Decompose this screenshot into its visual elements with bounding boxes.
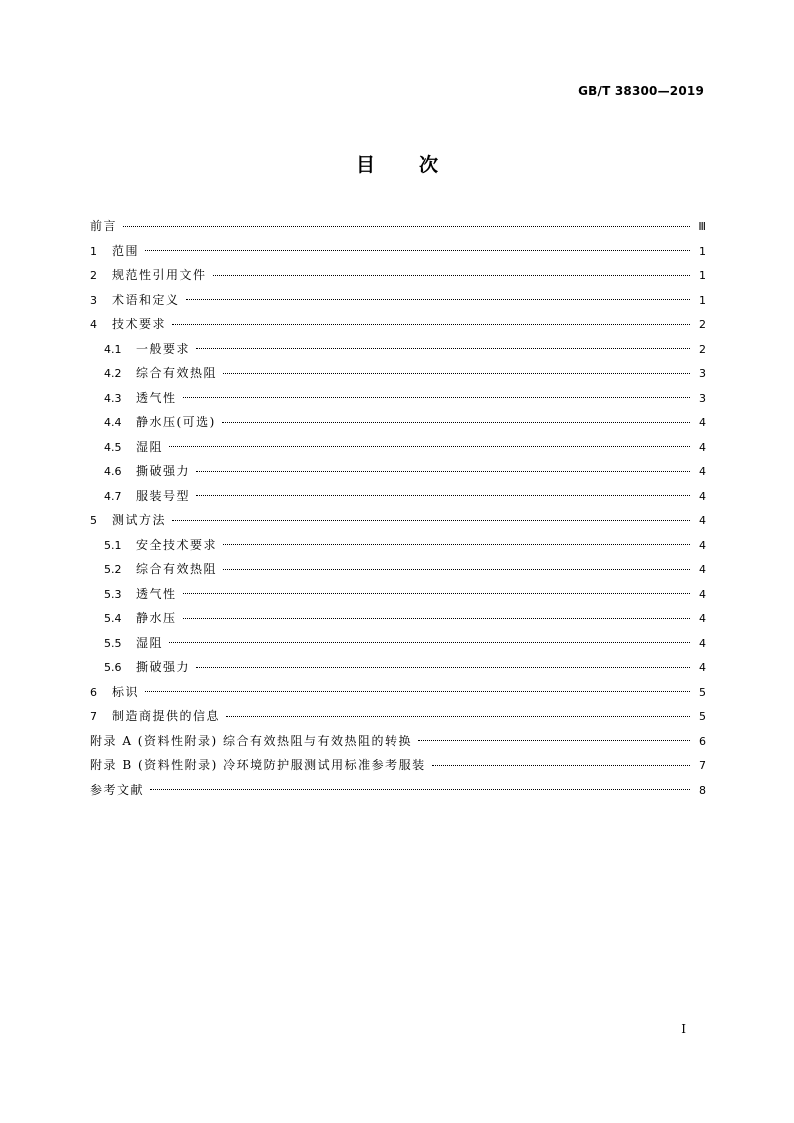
toc-leader-dots: [186, 299, 690, 300]
toc-entry-number: 7: [90, 710, 97, 723]
toc-entry-label: 测试方法: [112, 513, 167, 527]
toc-entry[interactable]: [90, 361, 706, 386]
toc-entry-page: 1: [699, 244, 706, 258]
toc-entry-page: 4: [699, 636, 706, 650]
toc-entry-label: 附录 B (资料性附录) 冷环境防护服测试用标准参考服装: [90, 758, 426, 772]
toc-entry-number: 4.6: [104, 465, 122, 478]
toc-entry-number: 4.2: [104, 367, 122, 380]
toc-entry[interactable]: [90, 704, 706, 729]
toc-entry-label: 附录 A (资料性附录) 综合有效热阻与有效热阻的转换: [90, 733, 412, 748]
toc-leader-dots: [223, 569, 690, 570]
toc-entry-page: 4: [699, 538, 706, 552]
toc-entry-number: 4.7: [104, 489, 122, 503]
toc-entry[interactable]: [90, 655, 706, 680]
toc-leader-dots: [226, 716, 690, 717]
toc-entry[interactable]: [90, 484, 706, 509]
toc-entry-page: 4: [699, 612, 706, 625]
toc-entry-label: 技术要求: [112, 317, 167, 331]
title-char-2: 次: [419, 154, 439, 176]
toc-entry-number: 4.3: [104, 391, 122, 405]
table-of-contents: [90, 214, 706, 802]
toc-entry-label: 安全技术要求: [136, 537, 218, 552]
toc-entry-number: 5.4: [104, 612, 122, 625]
toc-entry-label: 综合有效热阻: [136, 562, 218, 576]
toc-entry[interactable]: [90, 606, 706, 631]
toc-entry-page: 4: [699, 416, 706, 429]
toc-leader-dots: [196, 667, 690, 668]
toc-entry-label: 制造商提供的信息: [112, 709, 221, 723]
toc-entry-label: 湿阻: [136, 439, 164, 454]
toc-entry[interactable]: [90, 459, 706, 484]
toc-entry-number: 2: [90, 269, 97, 282]
toc-entry[interactable]: [90, 680, 706, 705]
toc-entry-page: 8: [699, 783, 706, 797]
toc-entry[interactable]: [90, 337, 706, 362]
toc-entry[interactable]: [90, 410, 706, 435]
toc-entry-number: 4.4: [104, 416, 122, 429]
toc-entry-number: 4.5: [104, 440, 122, 454]
toc-entry[interactable]: [90, 435, 706, 460]
toc-leader-dots: [432, 765, 690, 766]
toc-entry-page: 6: [699, 734, 706, 748]
toc-entry-label: 静水压: [136, 611, 177, 625]
toc-entry[interactable]: [90, 557, 706, 582]
toc-leader-dots: [169, 642, 690, 643]
toc-entry-page: 7: [699, 759, 706, 772]
toc-leader-dots: [150, 789, 690, 790]
toc-entry-label: 标识: [112, 684, 140, 699]
toc-leader-dots: [196, 471, 690, 472]
toc-leader-dots: [183, 397, 690, 398]
toc-entry-page: 5: [699, 685, 706, 699]
toc-entry-label: 静水压(可选): [136, 415, 216, 429]
toc-entry[interactable]: [90, 778, 706, 803]
toc-entry-label: 术语和定义: [112, 292, 180, 307]
toc-entry[interactable]: [90, 288, 706, 313]
toc-entry-label: 撕破强力: [136, 660, 191, 674]
toc-entry-number: 6: [90, 685, 97, 699]
toc-entry-label: 前言: [90, 219, 118, 233]
toc-leader-dots: [196, 495, 690, 496]
toc-entry[interactable]: [90, 729, 706, 754]
toc-leader-dots: [183, 618, 690, 619]
toc-entry[interactable]: [90, 239, 706, 264]
title-char-1: 目: [355, 154, 375, 176]
toc-leader-dots: [213, 275, 690, 276]
toc-entry[interactable]: [90, 753, 706, 778]
toc-entry-label: 参考文献: [90, 782, 145, 797]
toc-entry-page: 3: [699, 391, 706, 405]
toc-entry-page: 4: [699, 514, 706, 527]
toc-entry[interactable]: [90, 533, 706, 558]
document-code: GB/T 38300—2019: [578, 84, 704, 98]
toc-entry-label: 综合有效热阻: [136, 366, 218, 380]
toc-entry-page: 2: [699, 342, 706, 356]
toc-entry-page: 1: [699, 293, 706, 307]
toc-entry-number: 4: [90, 318, 97, 331]
toc-entry[interactable]: [90, 263, 706, 288]
toc-entry-page: 1: [699, 269, 706, 282]
toc-entry-page: 5: [699, 710, 706, 723]
toc-entry[interactable]: [90, 631, 706, 656]
toc-leader-dots: [172, 324, 690, 325]
toc-entry-label: 湿阻: [136, 635, 164, 650]
toc-entry-label: 撕破强力: [136, 464, 191, 478]
toc-leader-dots: [169, 446, 690, 447]
page-title: [0, 150, 794, 177]
toc-entry-label: 规范性引用文件: [112, 268, 207, 282]
toc-entry[interactable]: [90, 214, 706, 239]
toc-leader-dots: [145, 250, 690, 251]
toc-entry-number: 5.3: [104, 587, 122, 601]
toc-entry[interactable]: [90, 582, 706, 607]
toc-entry-page: 4: [699, 661, 706, 674]
toc-entry-number: 5.5: [104, 636, 122, 650]
toc-entry-number: 5.2: [104, 563, 122, 576]
toc-entry-number: 5.1: [104, 538, 122, 552]
toc-entry-label: 一般要求: [136, 341, 191, 356]
toc-entry-label: 服装号型: [136, 488, 191, 503]
toc-leader-dots: [196, 348, 690, 349]
toc-leader-dots: [223, 373, 690, 374]
toc-entry-number: 5.6: [104, 661, 122, 674]
toc-leader-dots: [222, 422, 690, 423]
toc-entry-page: 4: [699, 587, 706, 601]
toc-entry-page: 4: [699, 465, 706, 478]
toc-leader-dots: [172, 520, 690, 521]
toc-entry[interactable]: [90, 386, 706, 411]
toc-entry-number: 5: [90, 514, 97, 527]
toc-entry-page: 3: [699, 367, 706, 380]
toc-entry[interactable]: [90, 312, 706, 337]
toc-entry-label: 透气性: [136, 390, 177, 405]
toc-entry-number: 4.1: [104, 342, 122, 356]
toc-entry-page: 4: [699, 563, 706, 576]
toc-leader-dots: [418, 740, 690, 741]
toc-leader-dots: [145, 691, 690, 692]
page-number: I: [681, 1022, 686, 1036]
toc-entry-number: 1: [90, 244, 97, 258]
toc-entry-page: 4: [699, 489, 706, 503]
toc-leader-dots: [183, 593, 690, 594]
toc-entry[interactable]: [90, 508, 706, 533]
toc-leader-dots: [223, 544, 690, 545]
toc-entry-page: 2: [699, 318, 706, 331]
toc-entry-page: 4: [699, 440, 706, 454]
toc-entry-label: 透气性: [136, 586, 177, 601]
toc-entry-page: Ⅲ: [698, 220, 706, 233]
toc-entry-label: 范围: [112, 243, 140, 258]
toc-entry-number: 3: [90, 293, 97, 307]
toc-leader-dots: [123, 226, 690, 227]
